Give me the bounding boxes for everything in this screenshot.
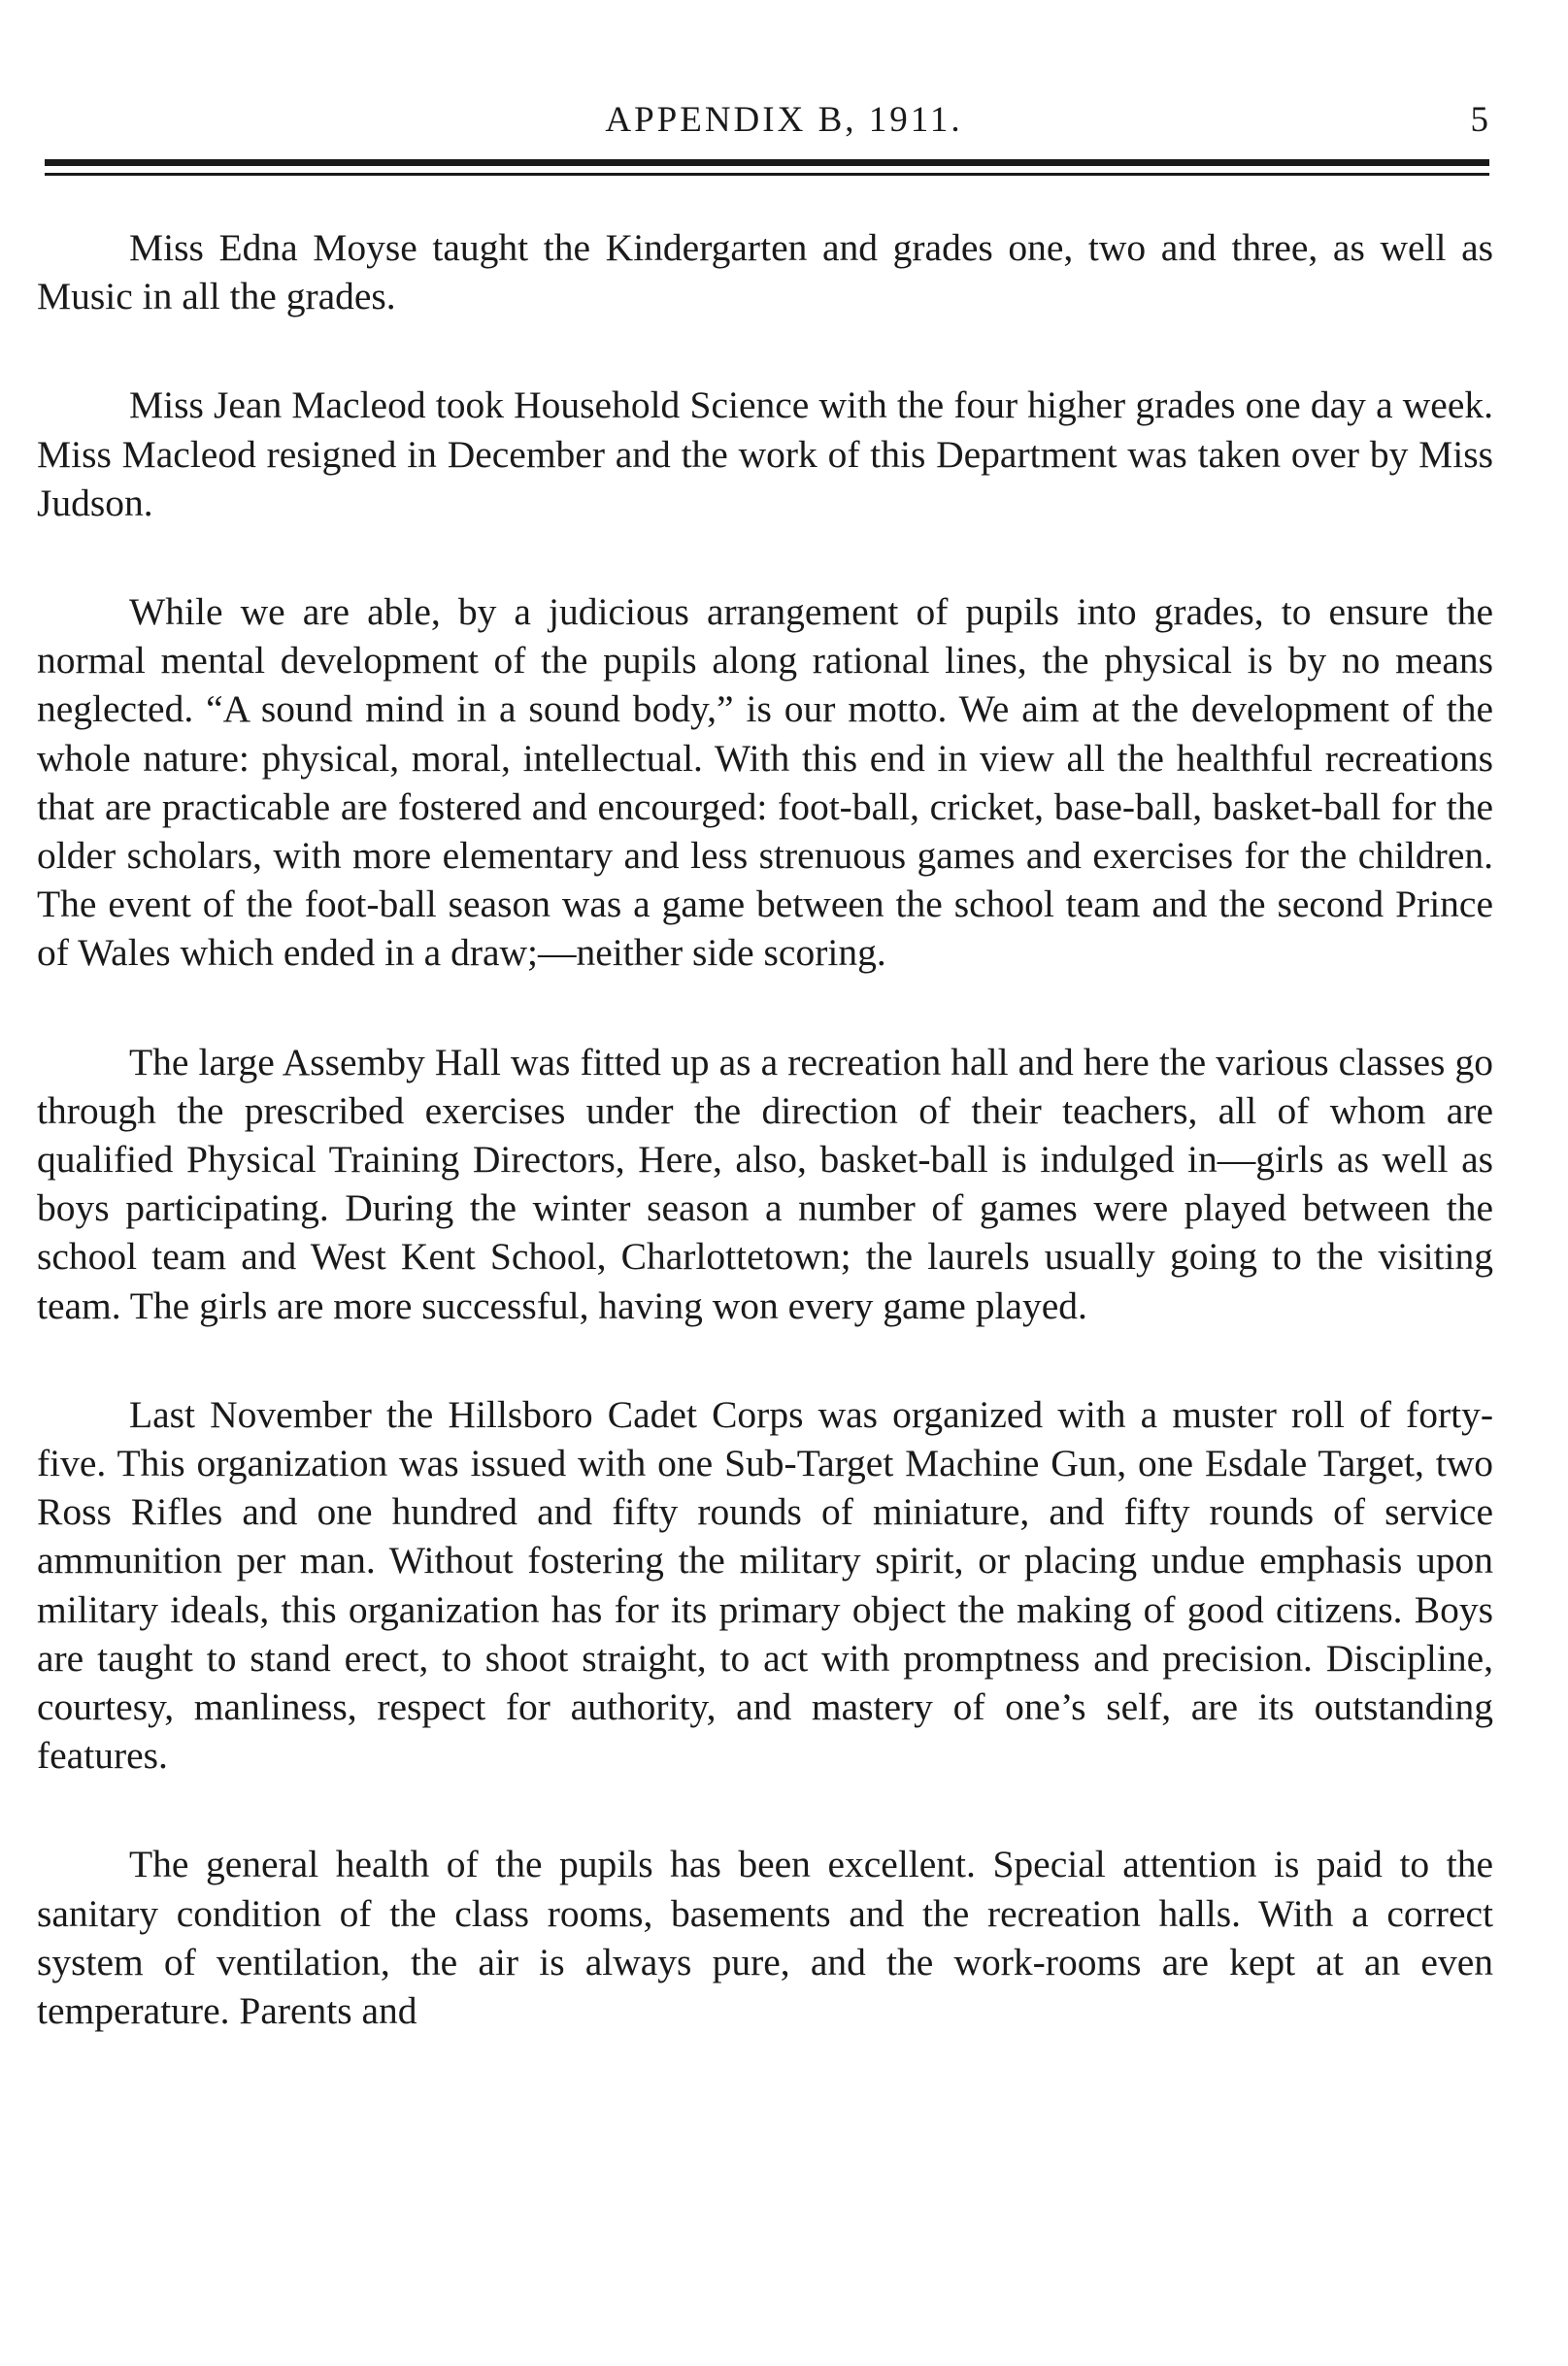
body-text [37, 223, 1493, 2095]
header-rule-thick [45, 159, 1489, 166]
paragraph-kindergarten: Miss Edna Moyse taught the Kindergarten and grades one, two and three, as well as Music in all the grades. [37, 226, 1493, 318]
paragraph-assembly-hall: The large Assemby Hall was fitted up as a recreation hall and here the various classes go through the prescribed exercises under the direction of their teachers, all of whom are qualified Physical Training Directors, Here, also, basket-ball is indulged in—girls as well as boys participating. During the winter season a number of games were played between the school team and West Kent School, Charlottetown; the laurels usually going to the visiting team. The girls are more successful, having won every game played. [37, 1040, 1493, 1327]
header-rule-thin [45, 173, 1489, 176]
paragraph-general-health: The general health of the pupils has been excellent. Special attention is paid to the sanitary condition of the class rooms, basements and the recreation halls. With a correct system of ventilation, the air is always pure, and the work-rooms are kept at an even temperature. Parents and [37, 1843, 1493, 2033]
running-title: APPENDIX B, 1911. [605, 100, 963, 140]
page-number: 5 [1470, 100, 1488, 140]
paragraph-household-science: Miss Jean Macleod took Household Science with the four higher grades one day a week. Miss Macleod resigned in December and the work of this Department was taken over by Miss Judson. [37, 383, 1493, 524]
running-head [0, 91, 1568, 150]
paragraph-physical-development: While we are able, by a judicious arrangement of pupils into grades, to ensure the normal mental development of the pupils along rational lines, the physical is by no means neglected. “A sound mind in a sound body,” is our motto. We aim at the development of the whole nature: physical, moral, intellectual. With this end in view all the healthful recreations that are practicable are fostered and encourged: foot-ball, cricket, base-ball, basket-ball for the older scholars, with more elementary and less strenuous games and exercises for the children. The event of the foot-ball season was a game between the school team and the second Prince of Wales which ended in a draw;—neither side scoring. [37, 590, 1493, 975]
paragraph-cadet-corps: Last November the Hillsboro Cadet Corps was organized with a muster roll of forty-five. This organization was issued with one Sub-Target Machine Gun, one Esdale Target, two Ross Rifles and one hundred and fifty rounds of miniature, and fifty rounds of service ammunition per man. Without fostering the military spirit, or placing undue emphasis upon military ideals, this organization has for its primary object the making of good citizens. Boys are taught to stand erect, to shoot straight, to act with promptness and precision. Discipline, courtesy, manliness, respect for authority, and mastery of one’s self, are its outstanding features. [37, 1392, 1493, 1778]
